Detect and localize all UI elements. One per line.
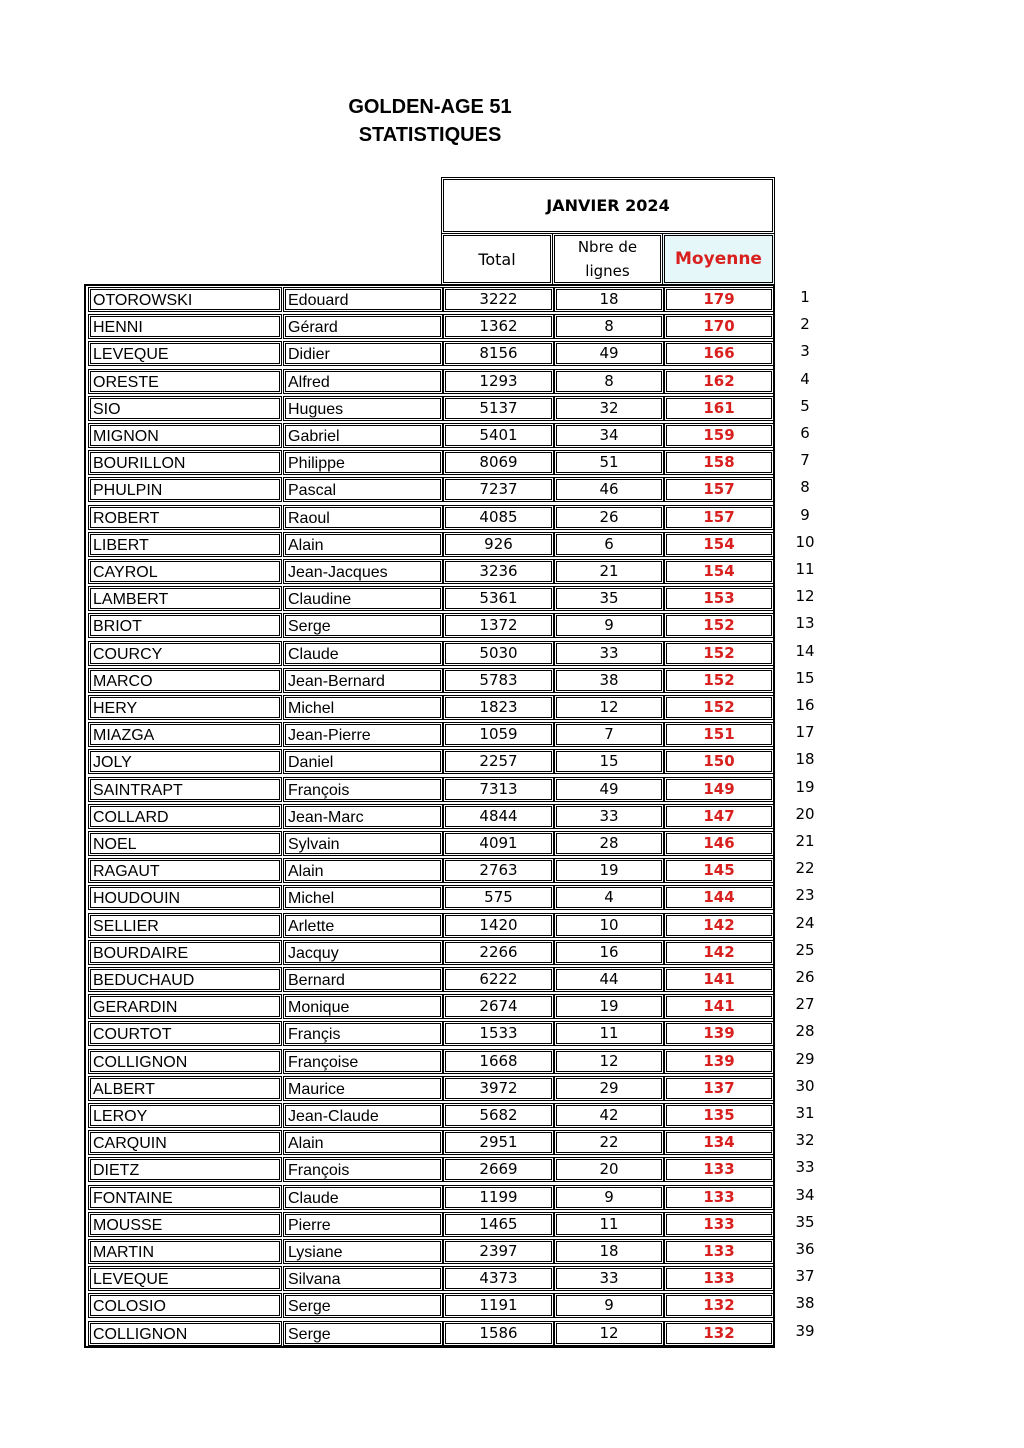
player-last-name: BRIOT [88, 613, 282, 638]
player-last-name: ORESTE [88, 369, 282, 394]
total-pins: 1420 [443, 913, 554, 938]
total-pins: 1372 [443, 613, 554, 638]
total-pins: 5137 [443, 396, 554, 421]
player-first-name: Serge [283, 1293, 443, 1318]
player-last-name: BOURDAIRE [88, 940, 282, 965]
player-first-name: François [283, 1157, 443, 1182]
player-last-name: MIGNON [88, 423, 282, 448]
lines-count: 51 [554, 450, 664, 475]
player-last-name: SELLIER [88, 913, 282, 938]
rank-number: 31 [795, 1104, 815, 1122]
average-column-header: Moyenne [662, 233, 775, 285]
average-value: 149 [664, 777, 774, 802]
player-first-name: Pierre [283, 1212, 443, 1237]
total-pins: 8069 [443, 450, 554, 475]
rank-number: 6 [800, 424, 810, 442]
table-row [86, 939, 777, 966]
total-pins: 7313 [443, 777, 554, 802]
player-last-name: ROBERT [88, 505, 282, 530]
lines-count: 33 [554, 1266, 664, 1291]
table-row [86, 368, 777, 395]
lines-count: 12 [554, 1321, 664, 1346]
average-value: 142 [664, 913, 774, 938]
player-first-name: Lysiane [283, 1239, 443, 1264]
table-row [86, 340, 777, 367]
player-last-name: NOEL [88, 831, 282, 856]
player-last-name: OTOROWSKI [88, 287, 282, 312]
lines-header-line1: Nbre de [577, 238, 638, 256]
player-first-name: Philippe [283, 450, 443, 475]
lines-count: 11 [554, 1212, 664, 1237]
player-last-name: CAYROL [88, 559, 282, 584]
total-pins: 2669 [443, 1157, 554, 1182]
total-pins: 2951 [443, 1130, 554, 1155]
rank-number: 21 [795, 832, 815, 850]
average-value: 139 [664, 1049, 774, 1074]
lines-count: 33 [554, 641, 664, 666]
player-first-name: Sylvain [283, 831, 443, 856]
total-pins: 4091 [443, 831, 554, 856]
lines-count: 42 [554, 1103, 664, 1128]
average-value: 152 [664, 695, 774, 720]
player-first-name: Jean-Claude [283, 1103, 443, 1128]
document-title: GOLDEN-AGE 51 [348, 96, 512, 118]
player-last-name: LEVEQUE [88, 341, 282, 366]
lines-count: 46 [554, 477, 664, 502]
average-value: 146 [664, 831, 774, 856]
rank-number: 8 [800, 478, 810, 497]
total-pins: 5030 [443, 641, 554, 666]
player-last-name: BEDUCHAUD [88, 967, 282, 992]
rank-number: 10 [795, 532, 815, 551]
lines-count: 32 [554, 396, 664, 421]
lines-count: 16 [554, 940, 664, 965]
player-last-name: HENNI [88, 314, 282, 339]
rank-number: 9 [800, 505, 810, 524]
document-subtitle: STATISTIQUES [358, 124, 502, 146]
player-last-name: COURCY [88, 641, 282, 666]
table-row [86, 286, 777, 313]
lines-count: 8 [554, 369, 664, 394]
player-last-name: MOUSSE [88, 1212, 282, 1237]
player-first-name: Gérard [283, 314, 443, 339]
rank-number: 5 [800, 396, 810, 415]
player-last-name: SAINTRAPT [88, 777, 282, 802]
average-value: 157 [664, 505, 774, 530]
player-last-name: LEROY [88, 1103, 282, 1128]
average-value: 152 [664, 613, 774, 638]
lines-count: 33 [554, 804, 664, 829]
player-first-name: Françis [283, 1021, 443, 1046]
player-first-name: Alain [283, 532, 443, 557]
player-last-name: MARCO [88, 668, 282, 693]
lines-count: 6 [554, 532, 664, 557]
rank-number: 39 [795, 1321, 815, 1340]
rank-number: 38 [795, 1294, 815, 1313]
lines-header-line2: lignes [585, 262, 630, 280]
table-row [86, 830, 777, 857]
average-value: 166 [664, 341, 774, 366]
total-pins: 1823 [443, 695, 554, 720]
rank-number: 15 [795, 668, 815, 687]
total-pins: 1533 [443, 1021, 554, 1046]
average-value: 141 [664, 994, 774, 1019]
lines-count: 9 [554, 1293, 664, 1318]
lines-count: 44 [554, 967, 664, 992]
player-first-name: Daniel [283, 749, 443, 774]
table-row [86, 1020, 777, 1047]
total-pins: 926 [443, 532, 554, 557]
rank-number: 37 [795, 1267, 815, 1286]
average-value: 133 [664, 1266, 774, 1291]
player-first-name: Edouard [283, 287, 443, 312]
rank-number: 29 [795, 1049, 815, 1068]
player-last-name: LEVEQUE [88, 1266, 282, 1291]
total-column-header: Total [441, 233, 553, 285]
lines-count: 4 [554, 885, 664, 910]
player-first-name: Gabriel [283, 423, 443, 448]
player-last-name: ALBERT [88, 1076, 282, 1101]
lines-count: 9 [554, 613, 664, 638]
player-first-name: Jean-Jacques [283, 559, 443, 584]
average-value: 133 [664, 1157, 774, 1182]
table-row [86, 694, 777, 721]
rank-number: 18 [795, 750, 815, 769]
rank-number: 12 [795, 587, 815, 606]
average-value: 152 [664, 668, 774, 693]
player-last-name: PHULPIN [88, 477, 282, 502]
rank-number: 13 [795, 614, 815, 633]
table-row [86, 776, 777, 803]
player-last-name: COLOSIO [88, 1293, 282, 1318]
player-first-name: François [283, 777, 443, 802]
lines-count: 8 [554, 314, 664, 339]
total-pins: 5361 [443, 586, 554, 611]
player-last-name: HOUDOUIN [88, 885, 282, 910]
average-value: 150 [664, 749, 774, 774]
table-row [86, 395, 777, 422]
table-row [86, 476, 777, 503]
lines-column-header [552, 233, 663, 285]
total-pins: 1465 [443, 1212, 554, 1237]
rank-number: 30 [795, 1076, 815, 1095]
table-row [86, 1211, 777, 1238]
table-row [86, 912, 777, 939]
total-pins: 2397 [443, 1239, 554, 1264]
table-row [86, 748, 777, 775]
rank-number: 3 [800, 342, 810, 361]
table-row [86, 1184, 777, 1211]
rank-number: 17 [795, 723, 815, 742]
rank-number: 27 [795, 995, 815, 1014]
rank-number: 7 [800, 451, 810, 470]
player-last-name: RAGAUT [88, 858, 282, 883]
player-first-name: Françoise [283, 1049, 443, 1074]
rank-number: 24 [795, 913, 815, 932]
total-pins: 2763 [443, 858, 554, 883]
lines-count: 22 [554, 1130, 664, 1155]
rank-number: 33 [795, 1158, 815, 1177]
rank-number: 36 [795, 1240, 815, 1258]
total-pins: 1191 [443, 1293, 554, 1318]
lines-count: 35 [554, 586, 664, 611]
table-row [86, 1048, 777, 1075]
player-last-name: LAMBERT [88, 586, 282, 611]
player-first-name: Michel [283, 695, 443, 720]
lines-count: 28 [554, 831, 664, 856]
table-row [86, 993, 777, 1020]
total-pins: 1362 [443, 314, 554, 339]
statistics-table [84, 284, 775, 1348]
player-first-name: Raoul [283, 505, 443, 530]
table-row [86, 640, 777, 667]
average-value: 133 [664, 1185, 774, 1210]
player-last-name: JOLY [88, 749, 282, 774]
player-first-name: Claude [283, 1185, 443, 1210]
rank-number: 14 [795, 641, 815, 660]
player-last-name: COLLIGNON [88, 1321, 282, 1346]
rank-number: 22 [795, 859, 815, 878]
rank-number: 32 [795, 1131, 815, 1150]
total-pins: 5401 [443, 423, 554, 448]
rank-number: 19 [795, 777, 815, 796]
average-value: 162 [664, 369, 774, 394]
average-value: 161 [664, 396, 774, 421]
player-last-name: HERY [88, 695, 282, 720]
rank-number: 23 [795, 886, 815, 905]
player-last-name: SIO [88, 396, 282, 421]
rank-number: 1 [800, 288, 810, 306]
average-value: 152 [664, 641, 774, 666]
average-value: 153 [664, 586, 774, 611]
lines-count: 18 [554, 287, 664, 312]
player-first-name: Jacquy [283, 940, 443, 965]
average-value: 151 [664, 722, 774, 747]
lines-count: 34 [554, 423, 664, 448]
total-pins: 6222 [443, 967, 554, 992]
average-value: 179 [664, 287, 774, 312]
lines-count: 7 [554, 722, 664, 747]
average-value: 142 [664, 940, 774, 965]
total-pins: 2674 [443, 994, 554, 1019]
average-value: 139 [664, 1021, 774, 1046]
total-pins: 1059 [443, 722, 554, 747]
total-pins: 5682 [443, 1103, 554, 1128]
table-row [86, 504, 777, 531]
lines-count: 19 [554, 858, 664, 883]
rank-number: 35 [795, 1212, 815, 1231]
total-pins: 2266 [443, 940, 554, 965]
average-value: 157 [664, 477, 774, 502]
table-row [86, 612, 777, 639]
rank-number: 26 [795, 968, 815, 986]
player-first-name: Pascal [283, 477, 443, 502]
player-last-name: MARTIN [88, 1239, 282, 1264]
table-row [86, 1156, 777, 1183]
table-row [86, 721, 777, 748]
player-last-name: LIBERT [88, 532, 282, 557]
total-pins: 5783 [443, 668, 554, 693]
table-row [86, 857, 777, 884]
table-row [86, 1265, 777, 1292]
total-pins: 3972 [443, 1076, 554, 1101]
table-row [86, 1320, 777, 1347]
rank-number: 28 [795, 1022, 815, 1041]
total-pins: 1199 [443, 1185, 554, 1210]
lines-count: 19 [554, 994, 664, 1019]
lines-count: 12 [554, 695, 664, 720]
lines-count: 29 [554, 1076, 664, 1101]
average-value: 133 [664, 1212, 774, 1237]
player-last-name: GERARDIN [88, 994, 282, 1019]
table-row [86, 449, 777, 476]
rank-number: 20 [795, 804, 815, 823]
table-row [86, 1075, 777, 1102]
player-last-name: MIAZGA [88, 722, 282, 747]
player-first-name: Michel [283, 885, 443, 910]
total-pins: 3236 [443, 559, 554, 584]
lines-count: 11 [554, 1021, 664, 1046]
table-row [86, 966, 777, 993]
rank-number: 11 [795, 560, 815, 578]
average-value: 170 [664, 314, 774, 339]
table-row [86, 1129, 777, 1156]
lines-count: 21 [554, 559, 664, 584]
lines-count: 12 [554, 1049, 664, 1074]
rank-number: 34 [795, 1185, 815, 1204]
player-last-name: COLLIGNON [88, 1049, 282, 1074]
table-row [86, 803, 777, 830]
lines-count: 15 [554, 749, 664, 774]
table-row [86, 1102, 777, 1129]
average-value: 154 [664, 559, 774, 584]
player-last-name: COURTOT [88, 1021, 282, 1046]
average-value: 134 [664, 1130, 774, 1155]
total-pins: 7237 [443, 477, 554, 502]
average-value: 144 [664, 885, 774, 910]
table-row [86, 667, 777, 694]
table-row [86, 313, 777, 340]
player-last-name: COLLARD [88, 804, 282, 829]
player-first-name: Monique [283, 994, 443, 1019]
total-pins: 1293 [443, 369, 554, 394]
table-row [86, 531, 777, 558]
player-first-name: Alain [283, 858, 443, 883]
table-row [86, 1238, 777, 1265]
total-pins: 1668 [443, 1049, 554, 1074]
lines-count: 38 [554, 668, 664, 693]
player-first-name: Serge [283, 613, 443, 638]
total-pins: 8156 [443, 341, 554, 366]
table-row [86, 422, 777, 449]
player-last-name: BOURILLON [88, 450, 282, 475]
player-first-name: Didier [283, 341, 443, 366]
player-first-name: Claude [283, 641, 443, 666]
lines-count: 18 [554, 1239, 664, 1264]
total-pins: 1586 [443, 1321, 554, 1346]
table-row [86, 1292, 777, 1319]
rank-number: 2 [800, 315, 810, 334]
player-last-name: DIETZ [88, 1157, 282, 1182]
player-first-name: Claudine [283, 586, 443, 611]
average-value: 135 [664, 1103, 774, 1128]
table-row [86, 558, 777, 585]
average-value: 132 [664, 1321, 774, 1346]
player-first-name: Hugues [283, 396, 443, 421]
player-last-name: CARQUIN [88, 1130, 282, 1155]
total-pins: 4085 [443, 505, 554, 530]
lines-count: 49 [554, 777, 664, 802]
average-value: 133 [664, 1239, 774, 1264]
month-header: JANVIER 2024 [441, 177, 775, 234]
average-value: 132 [664, 1293, 774, 1318]
total-pins: 4844 [443, 804, 554, 829]
lines-count: 10 [554, 913, 664, 938]
total-pins: 575 [443, 885, 554, 910]
rank-number: 25 [795, 940, 815, 959]
player-first-name: Alain [283, 1130, 443, 1155]
total-pins: 4373 [443, 1266, 554, 1291]
table-row [86, 884, 777, 911]
lines-count: 9 [554, 1185, 664, 1210]
average-value: 154 [664, 532, 774, 557]
lines-count: 20 [554, 1157, 664, 1182]
player-first-name: Bernard [283, 967, 443, 992]
average-value: 147 [664, 804, 774, 829]
player-last-name: FONTAINE [88, 1185, 282, 1210]
lines-count: 49 [554, 341, 664, 366]
player-first-name: Jean-Marc [283, 804, 443, 829]
average-value: 141 [664, 967, 774, 992]
table-row [86, 585, 777, 612]
average-value: 158 [664, 450, 774, 475]
player-first-name: Jean-Bernard [283, 668, 443, 693]
player-first-name: Jean-Pierre [283, 722, 443, 747]
lines-count: 26 [554, 505, 664, 530]
rank-number: 4 [800, 369, 810, 388]
rank-number: 16 [795, 696, 815, 714]
average-value: 137 [664, 1076, 774, 1101]
player-first-name: Arlette [283, 913, 443, 938]
average-value: 145 [664, 858, 774, 883]
player-first-name: Serge [283, 1321, 443, 1346]
player-first-name: Maurice [283, 1076, 443, 1101]
player-first-name: Silvana [283, 1266, 443, 1291]
average-value: 159 [664, 423, 774, 448]
player-first-name: Alfred [283, 369, 443, 394]
total-pins: 2257 [443, 749, 554, 774]
total-pins: 3222 [443, 287, 554, 312]
